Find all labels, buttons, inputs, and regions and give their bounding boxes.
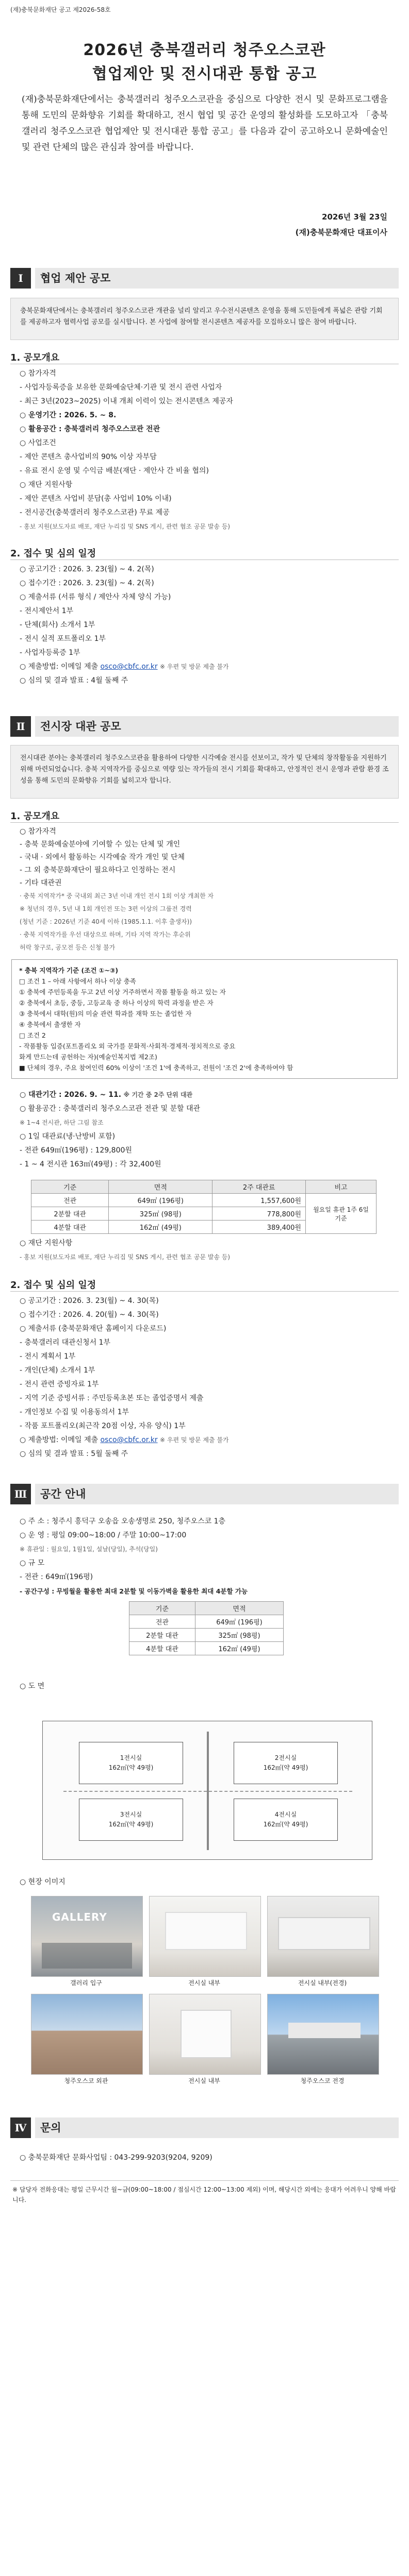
section-1-schedule-heading: 2. 접수 및 심의 일정 bbox=[10, 548, 96, 559]
list-item: · 충북 지역작가* 중 국내외 최근 3년 이내 개인 전시 1회 이상 개최한 자 bbox=[20, 892, 214, 900]
table-cell: 전관 bbox=[31, 1194, 109, 1207]
section-2-schedule-heading: 2. 접수 및 심의 일정 bbox=[10, 1280, 96, 1291]
photo-hall-interior-wide bbox=[267, 1896, 379, 1977]
table-cell: 389,400원 bbox=[212, 1221, 306, 1234]
page-title-line1: 2026년 충북갤러리 청주오스코관 bbox=[83, 41, 326, 59]
gallery-sign: GALLERY bbox=[52, 1911, 107, 1923]
hall-area: 162㎡(약 49평) bbox=[108, 1821, 154, 1828]
space-area-table bbox=[129, 1601, 284, 1655]
email-link[interactable]: osco@cbfc.or.kr bbox=[100, 663, 158, 671]
contact-line: ○ 충북문화재단 문화사업팀 : 043-299-9203(9204, 9209) bbox=[20, 2154, 212, 2162]
photos-label: ○ 현장 이미지 bbox=[20, 1878, 66, 1886]
wall-panel bbox=[278, 1917, 370, 1950]
floor-plan-label-row bbox=[20, 1680, 391, 1693]
rental-period-note: ※ 기간 중 2주 단위 대관 bbox=[123, 1091, 193, 1098]
list-item: ○ 접수기간 : 2026. 3. 23(월) ~ 4. 2(목) bbox=[20, 579, 154, 587]
list-item: - 지역 기준 증빙서류 : 주민등록초본 또는 졸업증명서 제출 bbox=[20, 1394, 204, 1402]
hall-3 bbox=[79, 1799, 183, 1841]
hall-4 bbox=[234, 1799, 338, 1841]
hall-1 bbox=[79, 1742, 183, 1784]
wall-panel bbox=[165, 1912, 247, 1950]
submit-method: ○ 제출방법: 이메일 제출 bbox=[20, 663, 98, 671]
section-title: 협업 제안 공모 bbox=[35, 268, 399, 289]
list-item: - 공간구성 : 무빙월을 활용한 최대 2분할 및 이동가벽을 활용한 최대 4분할 가능 bbox=[20, 1587, 248, 1595]
photo-caption: 전시실 내부 bbox=[188, 1979, 220, 1987]
list-item: - 유료 전시 운영 및 수익금 배분(재단 · 제안사 간 비율 협의) bbox=[20, 467, 209, 475]
floor-plan-label: ○ 도 면 bbox=[20, 1682, 45, 1690]
list-item: - 전시 계획서 1부 bbox=[20, 1352, 76, 1361]
table-row bbox=[129, 1629, 284, 1642]
hall-name: 1전시실 bbox=[120, 1754, 142, 1761]
criteria-item: □ 조건 2 bbox=[19, 1031, 46, 1039]
table-cell: 649㎡ (196평) bbox=[109, 1194, 212, 1207]
list-item: ○ 활용공간 : 충북갤러리 청주오스코관 전관 및 분할 대관 bbox=[20, 1105, 201, 1113]
list-item: ○ 운영기간 : 2026. 5. ~ 8. bbox=[20, 411, 117, 419]
list-item: - 홍보 지원(보도자료 배포, 재단 누리집 및 SNS 게시, 관련 협조 공문 발송 등) bbox=[20, 523, 231, 530]
list-item: - 단체(회사) 소개서 1부 bbox=[20, 621, 95, 629]
notice-number: (재)충북문화재단 공고 제2026-58호 bbox=[10, 6, 111, 13]
photo-caption: 청주오스코 전경 bbox=[300, 2077, 345, 2084]
table-cell: 649㎡ (196평) bbox=[195, 1615, 283, 1629]
hall-area: 162㎡(약 49평) bbox=[108, 1764, 154, 1771]
section-2-summary-box: 전시대관 분야는 충북갤러리 청주오스코관을 활용하여 다양한 시각예술 전시를 선보이고, 작가 및 단체의 창작활동을 지원하기 위해 마련되었습니다. 충북 지역작가를 중심으로 역량 있는 작가들의 전시 기회를 확대하고, 안정적인 전시 운영과 관람 환경 조성을 통해 도민의 문화향유 기회를 넓히고자 합니다. bbox=[10, 745, 399, 799]
list-item: - 제안 콘텐츠 사업비 분담(총 사업비 10% 이내) bbox=[20, 495, 172, 503]
photo-building-view bbox=[267, 1994, 379, 2075]
section-number: Ⅱ bbox=[10, 716, 31, 737]
list-item: ○ 재단 지원사항 bbox=[20, 1239, 73, 1247]
list-item: ○ 재단 지원사항 bbox=[20, 481, 73, 489]
list-item: ※ 1~4 전시관, 하단 그림 참조 bbox=[20, 1119, 104, 1126]
criteria-item: ④ 충북에서 출생한 자 bbox=[19, 1021, 81, 1028]
photo-hall-interior bbox=[149, 1896, 261, 1977]
section-number: Ⅲ bbox=[10, 1484, 31, 1504]
photo-caption: 전시실 내부 bbox=[188, 2077, 220, 2084]
list-item bbox=[20, 1088, 391, 1102]
list-item: - 1 ~ 4 전시관 163㎡(49평) : 각 32,400원 bbox=[20, 1160, 161, 1168]
list-item: - 충북 문화예술분야에 기여할 수 있는 단체 및 개인 bbox=[20, 840, 181, 849]
section-number: Ⅰ bbox=[10, 268, 31, 289]
list-item: - 홍보 지원(보도자료 배포, 재단 누리집 및 SNS 게시, 관련 협조 공문 발송 등) bbox=[20, 1253, 231, 1261]
section-1-overview-list bbox=[20, 367, 391, 534]
list-item: ○ 제출서류 (서류 형식 / 제안사 자체 양식 가능) bbox=[20, 593, 171, 601]
list-item: - 개인정보 수집 및 이용동의서 1부 bbox=[20, 1408, 129, 1416]
list-item: - 전시제안서 1부 bbox=[20, 607, 74, 615]
list-item: (청년 기준 : 2026년 기준 40세 이하 (1985.1.1. 이후 출생자)) bbox=[20, 918, 192, 925]
hall-name: 3전시실 bbox=[120, 1811, 142, 1818]
list-item: ○ 사업조건 bbox=[20, 439, 56, 447]
list-item: · 충북 지역작가를 우선 대상으로 하며, 기타 지역 작가는 후순위 bbox=[20, 931, 191, 938]
list-item: ○ 접수기간 : 2026. 4. 20(월) ~ 4. 30(목) bbox=[20, 1311, 159, 1319]
table-cell: 4분할 대관 bbox=[129, 1642, 195, 1655]
section-number: Ⅳ bbox=[10, 2117, 31, 2138]
list-item: ○ 활용공간 : 충북갤러리 청주오스코관 전관 bbox=[20, 425, 160, 433]
section-2-schedule-list bbox=[20, 1294, 391, 1461]
list-item: - 작품 포트폴리오(최근작 20점 이상, 자유 양식) 1부 bbox=[20, 1422, 186, 1430]
divider bbox=[10, 2180, 399, 2181]
section-2-overview-list bbox=[20, 825, 391, 954]
table-cell: 162㎡ (49평) bbox=[195, 1642, 283, 1655]
email-note: ※ 우편 및 방문 제출 불가 bbox=[160, 1436, 229, 1444]
floor-plan bbox=[42, 1721, 372, 1860]
photo-caption: 전시실 내부(전경) bbox=[298, 1979, 347, 1987]
list-item: ※ 청년의 경우, 5년 내 1회 개인전 또는 3편 이상의 그룹전 경력 bbox=[20, 905, 192, 912]
section-1-header bbox=[10, 268, 399, 289]
hall-2 bbox=[234, 1742, 338, 1784]
list-item: ○ 1일 대관료(냉·난방비 포함) bbox=[20, 1132, 116, 1141]
list-item: ○ 공고기간 : 2026. 3. 23(월) ~ 4. 30(목) bbox=[20, 1297, 159, 1305]
list-item: - 전관 649㎡(196평) : 129,800원 bbox=[20, 1146, 132, 1155]
table-row bbox=[31, 1194, 377, 1207]
list-item: ○ 제출서류 (충북문화재단 홈페이지 다운로드) bbox=[20, 1325, 167, 1333]
divider bbox=[10, 1291, 399, 1292]
table-header-row bbox=[129, 1602, 284, 1615]
criteria-item: ① 충북에 주민등록을 두고 2년 이상 거주하면서 작품 활동을 하고 있는 자 bbox=[19, 988, 226, 996]
list-item: ○ 심의 및 결과 발표 : 5월 둘째 주 bbox=[20, 1450, 128, 1458]
floor-shadow bbox=[42, 1943, 132, 1969]
photo-gallery-entrance bbox=[31, 1896, 143, 1977]
photo-hall-interior-2 bbox=[149, 1994, 261, 2075]
rental-period-list bbox=[20, 1088, 391, 1172]
section-3-header bbox=[10, 1484, 399, 1504]
column-header: 면적 bbox=[109, 1180, 212, 1194]
contact-list bbox=[20, 2151, 391, 2165]
list-item: - 전시 관련 증빙자료 1부 bbox=[20, 1380, 99, 1388]
column-header: 기준 bbox=[31, 1180, 109, 1194]
column-header: 면적 bbox=[195, 1602, 283, 1615]
section-title: 문의 bbox=[35, 2117, 399, 2138]
criteria-item: ③ 충북에서 대학(원)의 미술 관련 학과를 재학 또는 졸업한 자 bbox=[19, 1010, 192, 1018]
page-title-line2: 협업제안 및 전시대관 통합 공고 bbox=[92, 65, 317, 83]
hall-name: 4전시실 bbox=[274, 1811, 297, 1818]
list-item bbox=[20, 660, 391, 674]
column-header: 비고 bbox=[306, 1180, 377, 1194]
list-item: - 충북갤러리 대관신청서 1부 bbox=[20, 1338, 111, 1347]
hall-name: 2전시실 bbox=[274, 1754, 297, 1761]
column-header: 2주 대관료 bbox=[212, 1180, 306, 1194]
building-shape bbox=[288, 2023, 361, 2038]
section-title: 공간 안내 bbox=[35, 1484, 399, 1504]
contact-footnote: ※ 담당자 전화응대는 평일 근무시간 월~금(09:00~18:00 / 점심시간 12:00~13:00 제외) 이며, 해당시간 외에는 응대가 어려우니 양해 바랍니다. bbox=[12, 2186, 396, 2204]
list-item: - 전관 : 649㎡(196평) bbox=[20, 1573, 93, 1581]
email-note: ※ 우편 및 방문 제출 불가 bbox=[160, 663, 229, 670]
list-item: - 제안 콘텐츠 총사업비의 90% 이상 자부담 bbox=[20, 453, 157, 461]
section-1-summary-box: 충북문화재단에서는 충북갤러리 청주오스코관 개관을 널리 알리고 우수전시콘텐츠 운영을 통해 도민들에게 폭넓은 관람 기회를 제공하고자 협력사업 공모를 실시합니다. 본 사업에 참여할 전시콘텐츠 제공자를 모집하오니 많은 참여 바랍니다. bbox=[10, 298, 399, 340]
table-cell: 162㎡ (49평) bbox=[109, 1221, 212, 1234]
list-item: - 전시 실적 포트폴리오 1부 bbox=[20, 635, 106, 643]
table-cell: 1,557,600원 bbox=[212, 1194, 306, 1207]
list-item: - 사업자등록증을 보유한 문화예술단체·기관 및 전시 관련 사업자 bbox=[20, 383, 222, 392]
wall-panel bbox=[181, 2010, 232, 2058]
list-item: ○ 참가자격 bbox=[20, 827, 56, 836]
column-header: 기준 bbox=[129, 1602, 195, 1615]
hall-area: 162㎡(약 49평) bbox=[263, 1821, 308, 1828]
space-info-list bbox=[20, 1515, 391, 1598]
criteria-item: ② 충북에서 초등, 중등, 고등교육 중 하나 이상의 학력 과정을 받은 자 bbox=[19, 999, 214, 1007]
rental-fee-table bbox=[31, 1180, 377, 1234]
divider bbox=[10, 822, 399, 823]
list-item: ○ 심의 및 결과 발표 : 4월 둘째 주 bbox=[20, 676, 128, 685]
list-item: - 그 외 충북문화재단이 필요하다고 인정하는 전시 bbox=[20, 866, 176, 874]
list-item: - 최근 3년(2023~2025) 이내 개최 이력이 있는 전시콘텐츠 제공자 bbox=[20, 397, 233, 405]
list-item: 허락 창구로, 공모전 등은 신청 불가 bbox=[20, 944, 116, 951]
intro-paragraph: (재)충북문화재단에서는 충북갤러리 청주오스코관을 중심으로 다양한 전시 및 문화프로그램을 통해 도민의 문화향유 기회를 확대하고, 전시 협업 및 공간 운영의 활성화를 도모하고자 「충북갤러리 청주오스코관 협업제안 및 전시대관 통합 공고」를 다음과 같이 공고하오니 문화예술인 및 관련 단체의 많은 관심과 참여를 바랍니다. bbox=[22, 94, 388, 152]
table-cell: 2분할 대관 bbox=[129, 1629, 195, 1642]
photo-caption: 청주오스코 외관 bbox=[64, 2077, 108, 2084]
table-cell-note: 월요일 휴관 1주 6일 기준 bbox=[306, 1194, 377, 1234]
list-item bbox=[20, 1433, 391, 1447]
criteria-title: * 충북 지역작가 기준 (조건 ①~③) bbox=[19, 967, 119, 974]
section-1-overview-heading: 1. 공모개요 bbox=[10, 352, 60, 363]
table-cell: 2분할 대관 bbox=[31, 1207, 109, 1221]
list-item: ○ 규 모 bbox=[20, 1559, 45, 1567]
notice-organization: (재)충북문화재단 대표이사 bbox=[295, 228, 387, 237]
section-1-schedule-list bbox=[20, 563, 391, 688]
list-item: - 개인(단체) 소개서 1부 bbox=[20, 1366, 95, 1375]
list-item: ○ 운 영 : 평일 09:00~18:00 / 주말 10:00~17:00 bbox=[20, 1531, 187, 1539]
list-item: ※ 휴관일 : 월요일, 1월1일, 설날(당일), 추석(당일) bbox=[20, 1546, 158, 1553]
table-header-row bbox=[31, 1180, 377, 1194]
list-item: - 기타 대관권 bbox=[20, 879, 62, 887]
photo-caption: 갤러리 입구 bbox=[70, 1979, 102, 1987]
criteria-item: □ 조건 1 – 아래 사항에서 하나 이상 충족 bbox=[19, 977, 136, 985]
rental-period: ○ 대관기간 : 2026. 9. ~ 11. bbox=[20, 1091, 122, 1099]
table-cell: 778,800원 bbox=[212, 1207, 306, 1221]
list-item: - 사업자등록증 1부 bbox=[20, 649, 80, 657]
regional-artist-criteria-box bbox=[11, 959, 398, 1079]
hall-area: 162㎡(약 49평) bbox=[263, 1764, 308, 1771]
criteria-item: 화게 만드는데 공헌하는 자)(예술인복지법 제2조) bbox=[19, 1053, 157, 1061]
table-row bbox=[129, 1615, 284, 1629]
list-item: - 전시공간(충북갤러리 청주오스코관) 무료 제공 bbox=[20, 509, 170, 517]
photo-building-exterior bbox=[31, 1994, 143, 2075]
section-2-header bbox=[10, 716, 399, 737]
section-title: 전시장 대관 공모 bbox=[35, 716, 399, 737]
photos-label-row bbox=[20, 1875, 391, 1889]
list-item: - 국내 · 외에서 활동하는 시각예술 작가 개인 및 단체 bbox=[20, 853, 185, 861]
list-item: ○ 참가자격 bbox=[20, 369, 56, 378]
criteria-item: ■ 단체의 경우, 주요 참여인력 60% 이상이 '조건 1'에 충족하고, 전원이 '조건 2'에 충족하여야 함 bbox=[19, 1064, 293, 1072]
table-cell: 325㎡ (98평) bbox=[109, 1207, 212, 1221]
criteria-item: - 작품활동 입증(포트폴리오 외 국가를 문화적·사회적·경제적·정치적으로 중요 bbox=[19, 1042, 236, 1050]
list-item: ○ 공고기간 : 2026. 3. 23(월) ~ 4. 2(목) bbox=[20, 565, 154, 573]
section-4-header bbox=[10, 2117, 399, 2138]
email-link[interactable]: osco@cbfc.or.kr bbox=[100, 1436, 158, 1444]
table-cell: 전관 bbox=[129, 1615, 195, 1629]
partition-line bbox=[63, 1791, 352, 1792]
section-2-overview-heading: 1. 공모개요 bbox=[10, 811, 60, 822]
list-item: ○ 주 소 : 청주시 흥덕구 오송읍 오송생명로 250, 청주오스코 1층 bbox=[20, 1517, 226, 1526]
table-cell: 325㎡ (98평) bbox=[195, 1629, 283, 1642]
table-row bbox=[129, 1642, 284, 1655]
support-list bbox=[20, 1236, 391, 1264]
submit-method: ○ 제출방법: 이메일 제출 bbox=[20, 1436, 98, 1444]
notice-date: 2026년 3월 23일 bbox=[322, 212, 387, 222]
table-cell: 4분할 대관 bbox=[31, 1221, 109, 1234]
